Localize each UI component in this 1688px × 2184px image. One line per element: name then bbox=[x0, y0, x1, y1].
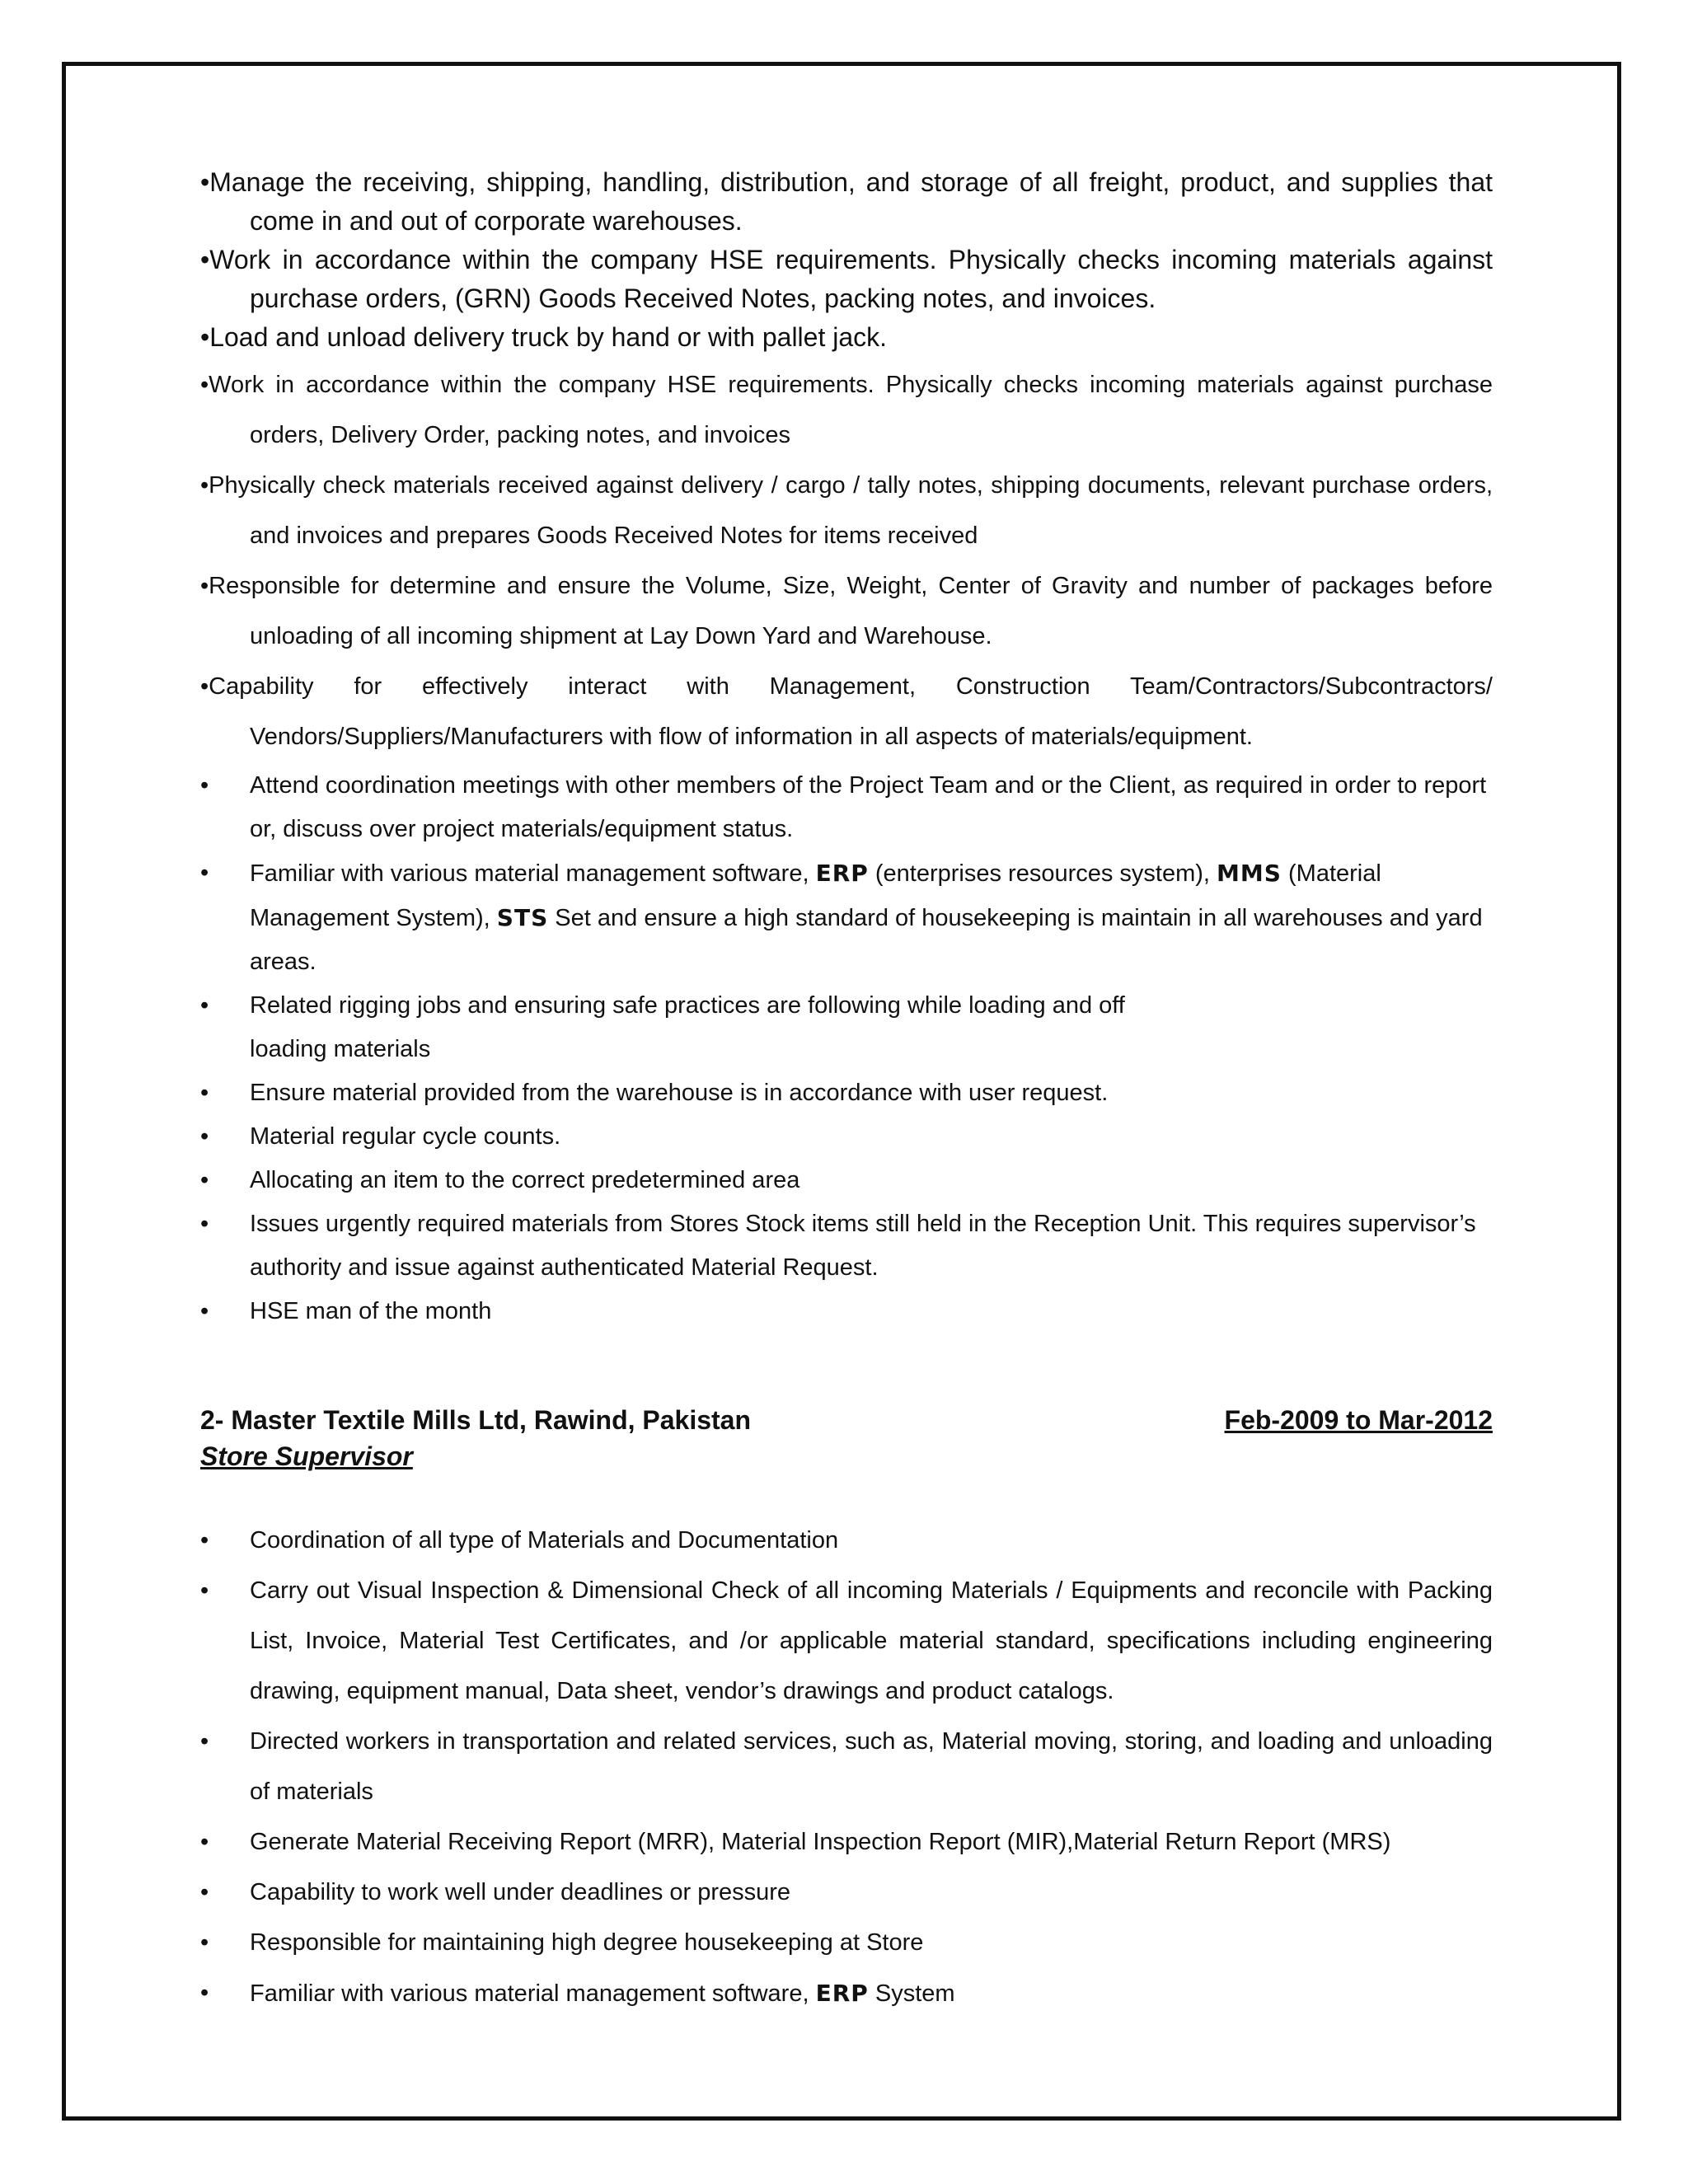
bullet-icon bbox=[200, 372, 209, 398]
job-title: Store Supervisor bbox=[200, 1441, 413, 1471]
list-item: Coordination of all type of Materials and Documentation bbox=[250, 1527, 839, 1554]
section-header bbox=[200, 1402, 1493, 1438]
list-item: • Manage the receiving, shipping, handling, distribution, and storage of all freight, product, and supplies that come in and out of corporate warehouses. bbox=[200, 163, 1493, 241]
bullet-icon bbox=[200, 245, 209, 274]
section2-bullet-list bbox=[200, 1516, 1493, 2019]
list-item: Responsible for maintaining high degree housekeeping at Store bbox=[250, 1929, 924, 1956]
employment-dates: Feb-2009 to Mar-2012 bbox=[1224, 1405, 1493, 1435]
list-item: • Responsible for determine and ensure the Volume, Size, Weight, Center of Gravity and number of packages before unloading of all incoming shipment at Lay Down Yard and Warehouse. bbox=[200, 561, 1493, 662]
bullet-icon bbox=[200, 573, 209, 599]
list-item: Issues urgently required materials from Stores Stock items still held in the Reception Unit. This requires supervisor’s authority and issue against authenticated Material Request. bbox=[250, 1211, 1476, 1281]
erp-label: ERP bbox=[815, 1980, 869, 2007]
list-item: • Work in accordance within the company HSE requirements. Physically checks incoming materials against purchase orders, Delivery Order, packing notes, and invoices bbox=[200, 360, 1493, 461]
bullet-icon bbox=[200, 673, 209, 700]
bullet-icon bbox=[200, 472, 209, 499]
list-item: HSE man of the month bbox=[250, 1298, 492, 1324]
list-item: Generate Material Receiving Report (MRR), Material Inspection Report (MIR),Material Return Report (MRS) bbox=[250, 1829, 1391, 1855]
duties-list bbox=[200, 764, 1493, 1333]
list-item: Related rigging jobs and ensuring safe practices are following while loading and off loading materials bbox=[250, 992, 1125, 1062]
bullet-icon bbox=[200, 167, 209, 197]
list-item: • Work in accordance within the company HSE requirements. Physically checks incoming materials against purchase orders, (GRN) Goods Received Notes, packing notes, and invoices. bbox=[200, 241, 1493, 318]
list-item: Capability to work well under deadlines or pressure bbox=[250, 1879, 791, 1905]
bullet-list-medium bbox=[200, 360, 1493, 762]
list-item: Attend coordination meetings with other members of the Project Team and or the Client, as required in order to report or, discuss over project materials/equipment status. bbox=[250, 772, 1487, 842]
bullet-list-large bbox=[200, 163, 1493, 357]
list-item: • Capability for effectively interact with Management, Construction Team/Contractors/Subcontractors/ Vendors/Suppliers/Manufacturers with flow of information in all aspects of materials/equipment. bbox=[200, 662, 1493, 762]
list-item: Familiar with various material management software, ERP System bbox=[250, 1980, 955, 2007]
list-item: Ensure material provided from the warehouse is in accordance with user request. bbox=[250, 1080, 1109, 1106]
list-item: • Load and unload delivery truck by hand or with pallet jack. bbox=[200, 318, 1493, 357]
list-item: Allocating an item to the correct predetermined area bbox=[250, 1167, 800, 1193]
sts-label: STS bbox=[496, 904, 549, 931]
erp-label: ERP bbox=[815, 860, 869, 887]
company-name: 2- Master Textile Mills Ltd, Rawind, Pakistan bbox=[200, 1405, 752, 1435]
bullet-icon bbox=[200, 322, 209, 352]
list-item: Material regular cycle counts. bbox=[250, 1123, 561, 1150]
list-item: • Physically check materials received against delivery / cargo / tally notes, shipping documents, relevant purchase orders, and invoices and prepares Goods Received Notes for items received bbox=[200, 461, 1493, 561]
list-item: Directed workers in transportation and related services, such as, Material moving, storing, and loading and unloading of materials bbox=[250, 1728, 1493, 1805]
list-item: Familiar with various material management software, ERP (enterprises resources system), MMS (Material Management System), STS Set and ensure a high standard of housekeeping is maintain in all warehouses and yard areas. bbox=[250, 860, 1483, 975]
list-item: Carry out Visual Inspection & Dimensional Check of all incoming Materials / Equipments and reconcile with Packing List, Invoice, Material Test Certificates, and /or applicable material standard, specifications including engineering drawing, equipment manual, Data sheet, vendor’s drawings and product catalogs. bbox=[250, 1577, 1493, 1704]
mms-label: MMS bbox=[1217, 860, 1282, 887]
resume-page-content bbox=[200, 163, 1493, 2019]
